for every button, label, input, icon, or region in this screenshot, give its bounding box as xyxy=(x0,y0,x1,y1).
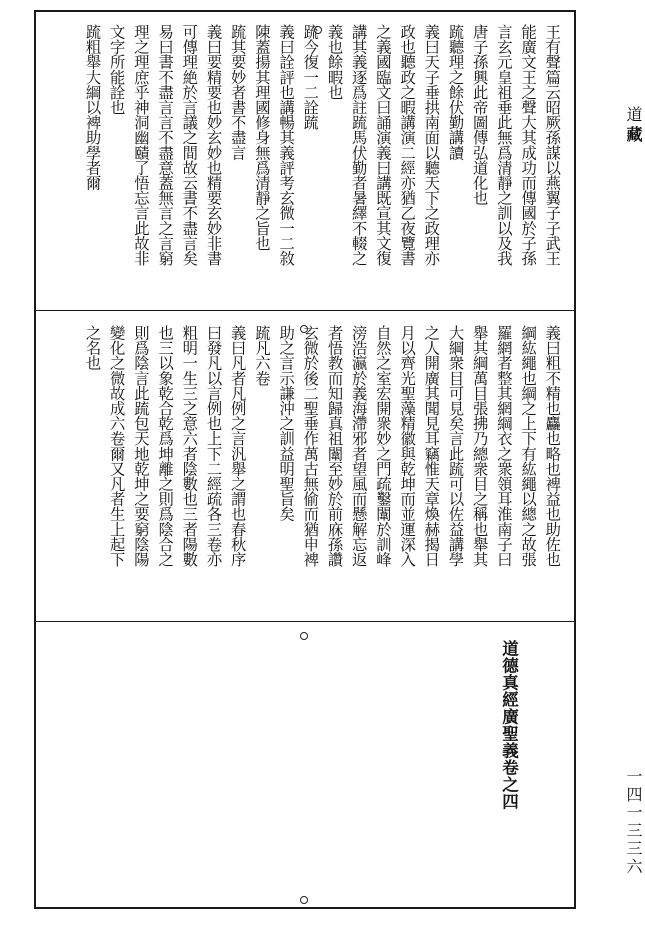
top-text-column: 陳蓋揚其理國修身無爲清靜之旨也 xyxy=(252,24,271,251)
top-text-column: 政也聽政之暇講演二經亦猶乙夜覽書 xyxy=(398,24,417,266)
top-text-column: 可傳理絶於言議之間故云書不盡言矣 xyxy=(180,24,199,266)
middle-text-column: 助之言示謙沖之訓益明聖旨矣 xyxy=(277,325,296,522)
middle-text-column: 義曰粗不精也麤也略也裨益也助佐也 xyxy=(543,325,562,567)
page-number: 一四一三三六 xyxy=(624,768,643,876)
top-text-column: 講其義逐爲註䟽馬伏勤者暑繹不輟之 xyxy=(349,24,368,266)
binding-hole-marker xyxy=(314,26,322,34)
top-text-column: 義曰詮評也講暢其義評考玄微一二敘 xyxy=(277,24,296,266)
top-text-column: 䟽聽理之餘伏勤講讀 xyxy=(446,24,465,160)
binding-hole-marker xyxy=(300,325,308,333)
middle-text-column: 粗明一生三之意六者陰數也三者陽數 xyxy=(180,325,199,567)
top-text-column: 義曰要精要也妙玄妙也精要玄妙非書 xyxy=(204,24,223,266)
middle-text-column: 曰發凡以言例也上下二經疏各三卷亦 xyxy=(204,325,223,567)
top-text-column: 䟽其要妙者書不盡言 xyxy=(228,24,247,160)
binding-hole-marker xyxy=(300,896,308,904)
top-text-column: 理之理庶乎神洞幽賾了悟忘言此故非 xyxy=(131,24,150,266)
top-text-column: 易曰書不盡言言不盡意蓋無言之言窮 xyxy=(156,24,175,266)
top-text-column: 之義國臨文曰誦演義曰講既宣其文復 xyxy=(373,24,392,266)
middle-text-column: 之人開廣其聞見耳竊惟天章煥赫揭日 xyxy=(422,325,441,567)
middle-text-column: 羅網者整其網綱衣之衆領耳淮南子曰 xyxy=(494,325,513,567)
top-text-column: 能廣文王之聲大其成功而傳國於子孫 xyxy=(519,24,538,266)
top-text-column: 義也餘暇也 xyxy=(325,24,344,100)
middle-text-column: 綱紘繩也綱之上下有紘繩以總之故張 xyxy=(519,325,538,567)
middle-text-column: 大綱衆目可見矣言此䟽可以佐益講學 xyxy=(446,325,465,567)
top-text-column: 䟽粗舉大綱以裨助學者爾 xyxy=(83,24,102,191)
volume-end-title: 道德真經廣聖義卷之四 xyxy=(499,640,519,810)
middle-text-column: 玄微於後二聖垂作萬古無偷而猶申裨 xyxy=(301,325,320,567)
binding-hole-marker xyxy=(300,632,308,640)
collection-label-bottom: 藏 xyxy=(624,126,643,150)
top-text-column: 言玄元皇祖垂此無爲清靜之訓以及我 xyxy=(494,24,513,266)
top-text-column: 䟽今復一二詮䟽 xyxy=(301,24,320,130)
bottom-panel xyxy=(34,620,576,909)
middle-text-column: 變化之微故成六卷爾又凡者生上起下 xyxy=(107,325,126,567)
middle-text-column: 月以齊光聖藻精徽與乾坤而並運深入 xyxy=(398,325,417,567)
middle-panel xyxy=(34,310,576,622)
top-text-column: 文字所能詮也 xyxy=(107,24,126,115)
top-text-column: 唐子孫興此帝圖傳弘道化也 xyxy=(470,24,489,206)
middle-text-column: 舉其綱萬目張拂乃總衆目之稱也舉其 xyxy=(470,325,489,567)
top-panel xyxy=(34,10,576,310)
middle-text-column: 義曰凡者凡例之言汎舉之謂也春秋序 xyxy=(228,325,247,567)
middle-text-column: 則爲陰言此䟽包天地乾坤之要窮陰陽 xyxy=(131,325,150,567)
middle-text-column: 䟽凡六卷 xyxy=(252,325,271,386)
middle-text-column: 自然之室宏開衆妙之門疏鑿闈於訓峰 xyxy=(373,325,392,567)
middle-text-column: 滂浩瀛於義海滯邪者望風而懸解忘返 xyxy=(349,325,368,567)
collection-label-top: 道 xyxy=(624,106,643,130)
top-text-column: 義曰天子垂拱南面以聽天下之政理亦 xyxy=(422,24,441,266)
top-text-column: 王有聲篇云昭厥孫謀以燕翼子子武王 xyxy=(543,24,562,266)
middle-text-column: 之名也 xyxy=(83,325,102,371)
middle-text-column: 者悟教而知歸真祖闈至妙於前庥孫讚 xyxy=(325,325,344,567)
middle-text-column: 也三以象乾合乾爲坤離之則爲陰合之 xyxy=(156,325,175,567)
